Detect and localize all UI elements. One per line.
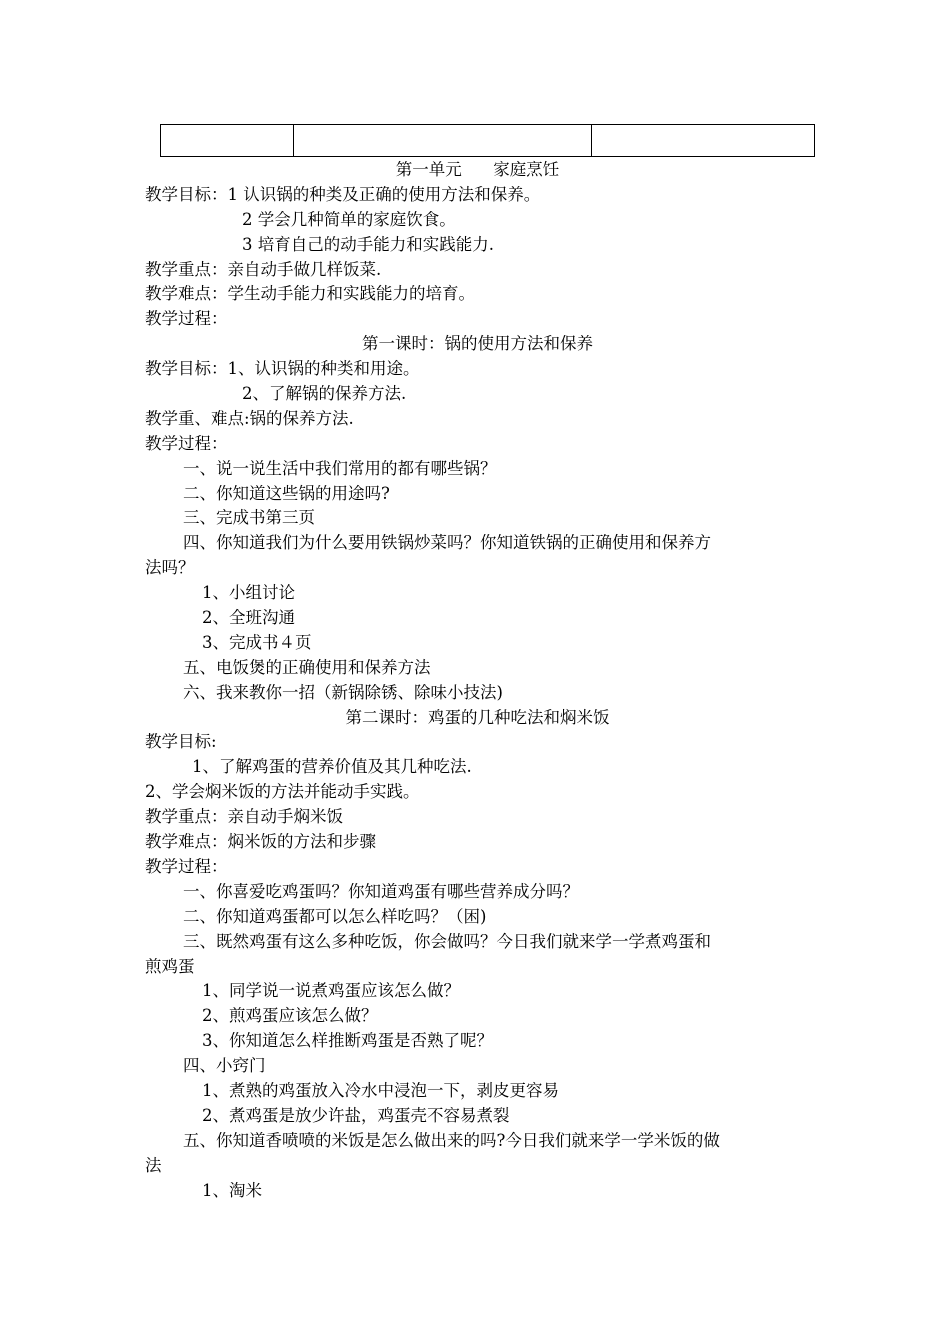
text-line: 教学目标：1、认识锅的种类和用途。 xyxy=(145,359,420,379)
text-line: 1、同学说一说煮鸡蛋应该怎么做？ xyxy=(202,981,460,1001)
header-table xyxy=(160,124,815,157)
text-line: 教学难点：学生动手能力和实践能力的培育。 xyxy=(145,284,475,304)
text-line: 2、了解锅的保养方法. xyxy=(242,384,407,404)
text-line: 法 xyxy=(145,1155,162,1175)
text-line: 3、完成书４页 xyxy=(202,632,312,652)
text-line: 1、了解鸡蛋的营养价值及其几种吃法. xyxy=(192,757,472,777)
text-line: 二、你知道这些锅的用途吗? xyxy=(183,483,390,503)
text-line: 六、我来教你一招（新锅除锈、除味小技法) xyxy=(183,682,503,702)
text-line: 2 学会几种简单的家庭饮食。 xyxy=(242,209,456,229)
text-line: 3、你知道怎么样推断鸡蛋是否熟了呢？ xyxy=(202,1031,493,1051)
text-line: 3 培育自己的动手能力和实践能力. xyxy=(242,234,494,254)
text-line: 教学难点：焖米饭的方法和步骤 xyxy=(145,832,376,852)
text-line: 2、学会焖米饭的方法并能动手实践。 xyxy=(145,782,420,802)
text-line: 三、完成书第三页 xyxy=(183,508,315,528)
text-line: 教学过程： xyxy=(145,433,228,453)
text-line: 五、你知道香喷喷的米饭是怎么做出来的吗?今日我们就来学一学米饭的做 xyxy=(183,1130,720,1150)
header-table-cell xyxy=(161,125,294,156)
text-line: 教学过程： xyxy=(145,309,228,329)
section-heading: 第一单元 家庭烹饪 xyxy=(395,160,560,179)
text-line: 2、煎鸡蛋应该怎么做？ xyxy=(202,1006,378,1026)
text-line: 教学目标：1 认识锅的种类及正确的使用方法和保养。 xyxy=(145,184,541,204)
text-line: 四、小窍门 xyxy=(183,1056,266,1076)
text-line: 一、说一说生活中我们常用的都有哪些锅？ xyxy=(183,458,497,478)
text-line: 二、你知道鸡蛋都可以怎么样吃吗？（困) xyxy=(183,906,487,926)
text-line: 2、全班沟通 xyxy=(202,608,295,628)
text-line: 教学重点：亲自动手做几样饭菜. xyxy=(145,259,382,279)
text-line: 1、淘米 xyxy=(202,1180,262,1200)
text-line: 煎鸡蛋 xyxy=(145,956,195,976)
text-line: 2、煮鸡蛋是放少许盐，鸡蛋壳不容易煮裂 xyxy=(202,1105,510,1125)
text-line: 一、你喜爱吃鸡蛋吗？你知道鸡蛋有哪些营养成分吗？ xyxy=(183,881,579,901)
section-heading: 第二课时：鸡蛋的几种吃法和焖米饭 xyxy=(345,707,610,727)
document-body xyxy=(145,158,810,1203)
text-line: 教学过程： xyxy=(145,856,228,876)
header-table-cell xyxy=(294,125,592,156)
text-line: 教学目标: xyxy=(145,732,217,752)
text-line: 教学重点：亲自动手焖米饭 xyxy=(145,807,343,827)
section-heading: 第一课时：锅的使用方法和保养 xyxy=(362,334,593,354)
text-line: 四、你知道我们为什么要用铁锅炒菜吗？你知道铁锅的正确使用和保养方 xyxy=(183,533,711,553)
text-line: 五、电饭煲的正确使用和保养方法 xyxy=(183,657,431,677)
text-line: 三、既然鸡蛋有这么多种吃饭，你会做吗？今日我们就来学一学煮鸡蛋和 xyxy=(183,931,711,951)
text-line: 法吗？ xyxy=(145,558,195,578)
text-line: 1、煮熟的鸡蛋放入冷水中浸泡一下，剥皮更容易 xyxy=(202,1080,559,1100)
text-line: 1、小组讨论 xyxy=(202,583,295,603)
text-line: 教学重、难点:锅的保养方法. xyxy=(145,408,354,428)
header-table-cell xyxy=(592,125,814,156)
